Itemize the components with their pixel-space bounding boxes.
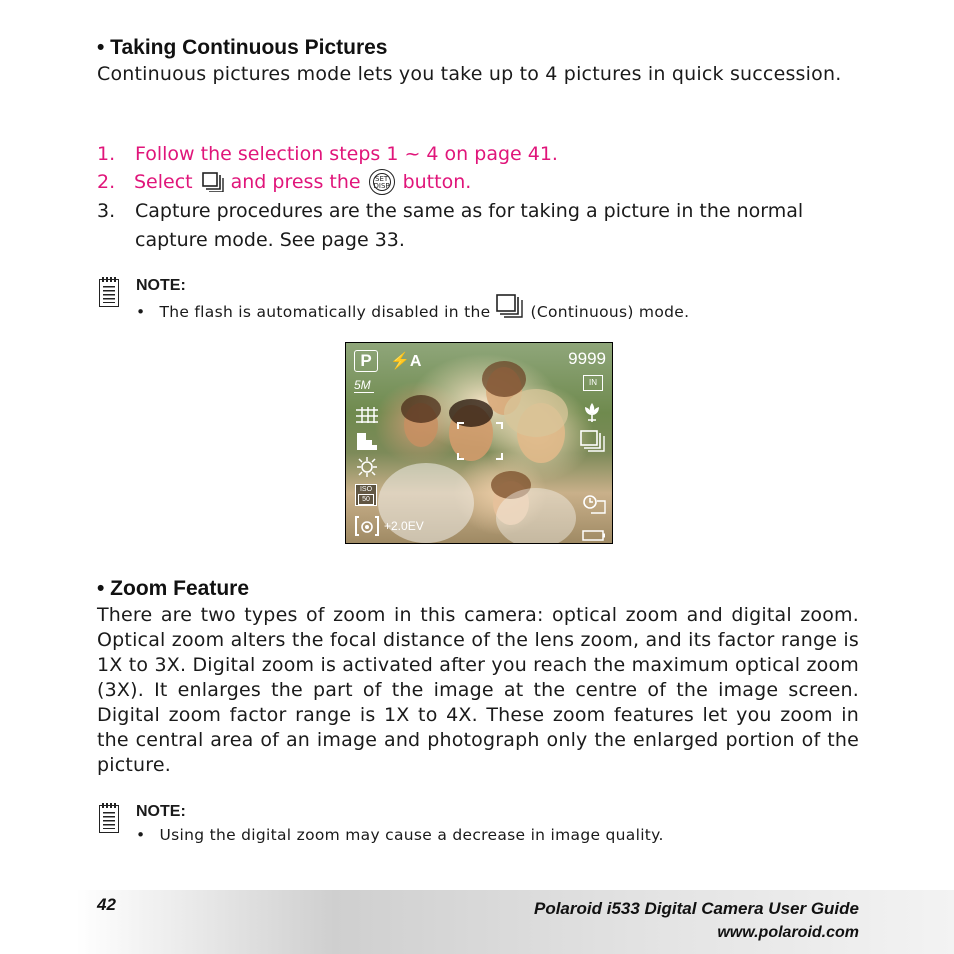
flash-auto-indicator: ⚡A [390,353,422,370]
page-number: 42 [97,895,116,914]
note-icon [99,805,119,833]
zoom-body: There are two types of zoom in this camera: optical zoom and digital zoom. Optical zoom alters the focal distance of the lens zoom, and its factor range is 1X to 3X. Digital zoom is activated after you reach the maximum optical zoom (3X). It enlarges the part of the image at the centre of the image screen. Digital zoom factor range is 1X to 4X. These zoom features let you zoom in the central area of an image and photograph only the enlarged portion of the picture. [97,604,859,776]
quality-icon [354,406,380,428]
note-text-post: (Continuous) mode. [530,303,690,321]
family-photo [346,343,613,544]
note-item: • The flash is automatically disabled in the (Continuous) mode. [136,300,689,324]
continuous-intro: Continuous pictures mode lets you take up to 4 pictures in quick succession. [97,63,842,85]
step-3-continued: capture mode. See page 33. [135,229,405,251]
sharpness-icon [355,431,379,455]
note-text-pre: The flash is automatically disabled in the [159,303,491,321]
camera-screen [345,342,613,544]
continuous-mode-icon [580,430,606,456]
metering-icon [354,515,380,541]
note-text: Using the digital zoom may cause a decrease in image quality. [159,826,664,844]
section-title-zoom: • Zoom Feature [97,577,250,600]
ev-indicator: +2.0EV [384,519,424,533]
note-title: NOTE: [136,277,186,294]
step-1 [97,140,867,168]
white-balance-sun-icon [355,456,379,482]
section-title-continuous: • Taking Continuous Pictures [97,36,388,59]
set-disp-button-icon: SET DISP [369,169,395,195]
iso-indicator: ISO 50 [355,484,377,506]
continuous-icon [496,294,524,318]
shots-remaining: 9999 [568,349,606,368]
macro-flower-icon [581,400,603,428]
step-2 [97,168,867,196]
step-text-post: button. [402,171,472,193]
step-text: Capture procedures are the same as for taking a picture in the normal [135,200,804,222]
battery-icon [582,527,606,544]
step-number: 2. [97,171,116,193]
step-text: Follow the selection steps 1 ~ 4 on page 41. [135,143,558,165]
step-3 [97,197,867,225]
note-icon [99,279,119,307]
step-number: 3. [97,200,116,222]
note-title: NOTE: [136,803,186,820]
mode-indicator: P [354,350,378,372]
resolution-indicator: 5M [354,378,374,393]
memory-indicator: IN [583,375,603,391]
step-text-mid: and press the [230,171,361,193]
self-timer-icon [581,493,607,519]
continuous-icon [202,172,224,192]
step-number: 1. [97,143,116,165]
step-text-pre: Select [134,171,193,193]
note-item: • Using the digital zoom may cause a decrease in image quality. [136,826,664,844]
footer-url: www.polaroid.com [717,924,859,941]
footer-guide-title: Polaroid i533 Digital Camera User Guide [533,899,859,918]
